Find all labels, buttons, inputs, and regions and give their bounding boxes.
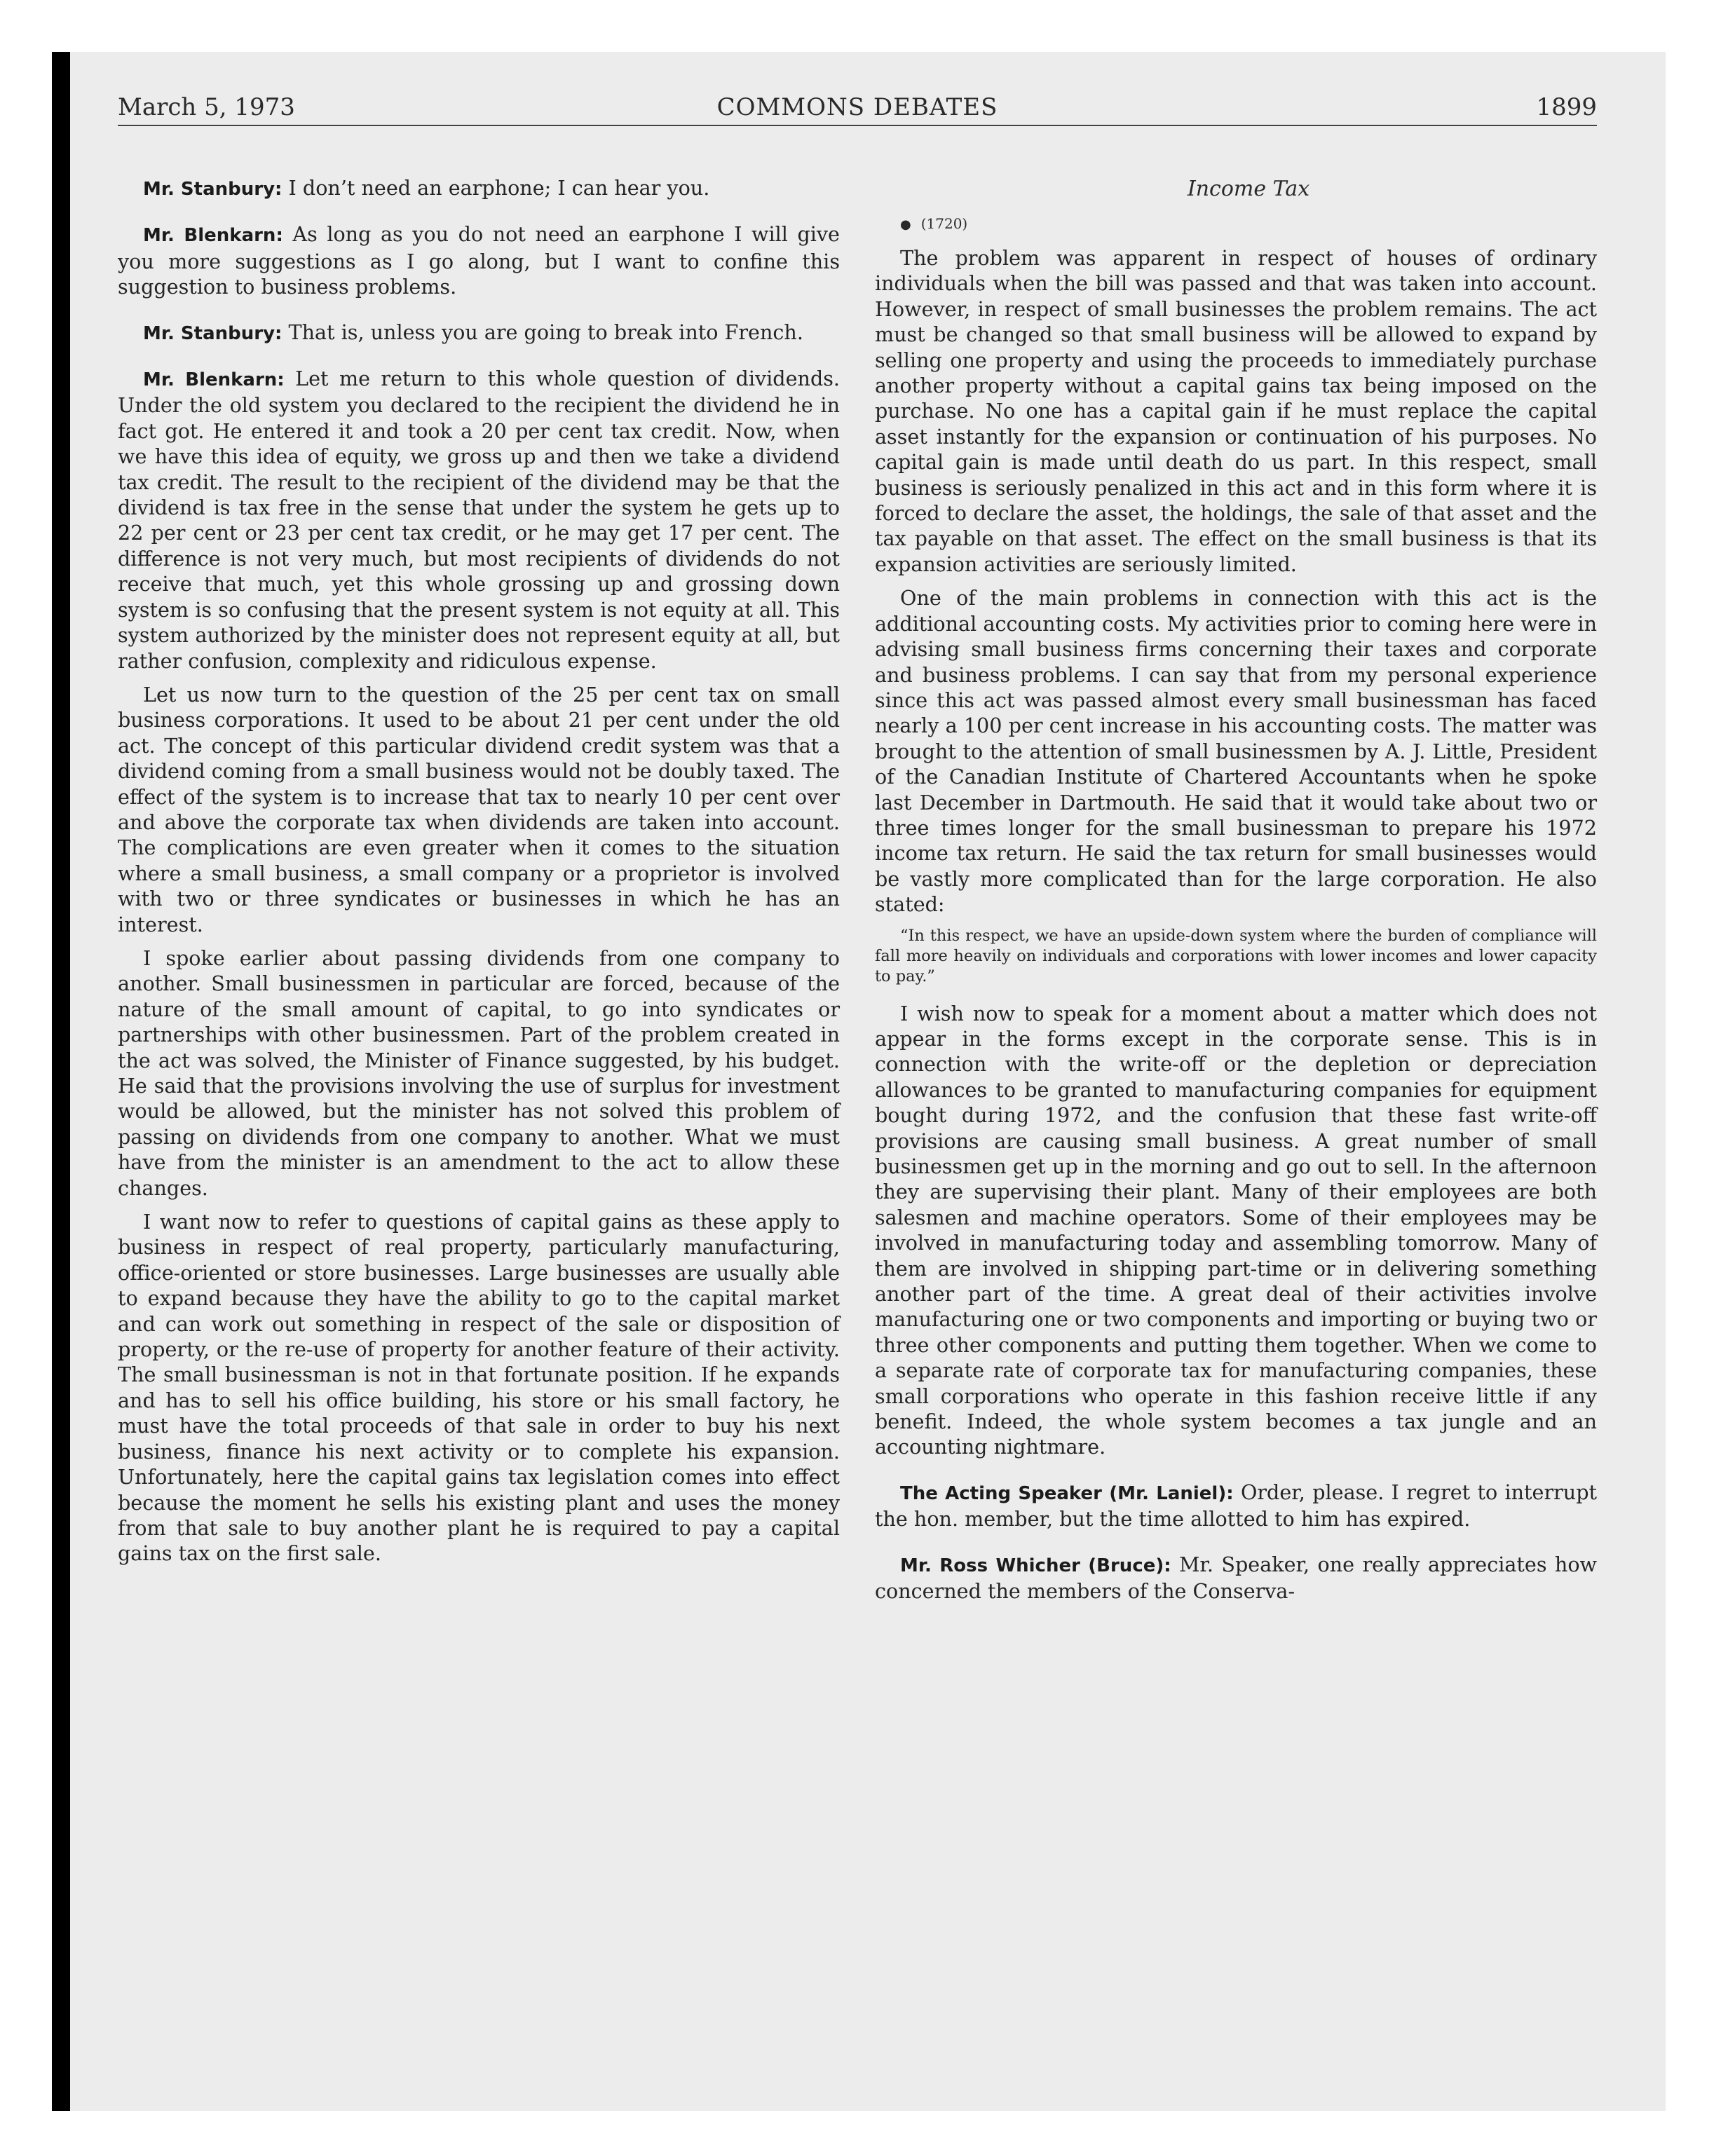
paragraph: [118, 1209, 840, 1567]
paragraph: [118, 175, 840, 202]
paragraph: [118, 221, 840, 299]
paragraph: [875, 585, 1597, 917]
bullet-icon: ●: [900, 217, 911, 232]
paragraph: [118, 320, 840, 346]
right-column: [875, 175, 1597, 1613]
paragraph-text: Let us now turn to the question of the 25 per cent tax on small business corporations. It used to be about 21 per cent under the old act. The concept of this particular dividend credit system was that a dividend coming from a small business would not be doubly taxed. The effect of the system is to increase that tax to nearly 10 per cent over and above the corporate tax when dividends are taken into account. The complications are even greater when it comes to the situation where a small business, a small company or a proprietor is involved with two or three syndicates or businesses in which he has an interest.: [118, 682, 840, 936]
left-column: [118, 175, 840, 1575]
paragraph-text: I wish now to speak for a moment about a matter which does not appear in the forms except in the corporate sense. This is in connection with the write-off or the depletion or depreciation allowances to be granted to manufacturing companies for equipment bought during 1972, and the confusion that these fast write-off provisions are causing small business. A great number of small businessmen get up in the morning and go out to sell. In the afternoon they are supervising their plant. Many of their employees are both salesmen and machine operators. Some of their employees may be involved in manufacturing today and assembling tomorrow. Many of them are involved in shipping part-time or in delivering something another part of the time. A great deal of their activities involve manufacturing one or two components and importing or buying two or three other components and putting them together. When we come to a separate rate of corporate tax for manufacturing companies, these small corporations who operate in this fashion receive little if any benefit. Indeed, the whole system becomes a tax jungle and an accounting nightmare.: [875, 1001, 1597, 1459]
paragraph-text: That is, unless you are going to break into French.: [288, 320, 803, 344]
paragraph: [875, 1552, 1597, 1604]
paragraph-text: I want now to refer to questions of capital gains as these apply to business in respect of real property, particularly manufacturing, office-oriented or store businesses. Large businesses are usually able to expand because they have the ability to go to the capital market and can work out something in respect of the sale or disposition of property, or the re-use of property for another feature of their activity. The small businessman is not in that fortunate position. If he expands and has to sell his office building, his store or his small factory, he must have the total proceeds of that sale in order to buy his next business, finance his next activity or to complete his expansion. Unfortunately, here the capital gains tax legislation comes into effect because the moment he sells his existing plant and uses the money from that sale to buy another plant he is required to pay a capital gains tax on the first sale.: [118, 1210, 840, 1566]
quote-text: “In this respect, we have an upside-down system where the burden of compliance will fall more heavily on individuals and corporations with lower incomes and lower capacity to pay.”: [875, 926, 1597, 985]
paragraph: [118, 682, 840, 937]
paragraph-text: As long as you do not need an earphone I will give you more suggestions as I go along, but I want to confine this suggestion to business problems.: [118, 222, 840, 299]
speaker-name: Mr. Stanbury:: [143, 179, 283, 200]
timestamp-text: (1720): [920, 215, 968, 232]
header-date: March 5, 1973: [118, 93, 295, 121]
paragraph: [118, 946, 840, 1201]
paragraph-text: I spoke earlier about passing dividends from one company to another. Small businessmen in particular are forced, because of the nature of the small amount of capital, to go into syndicates or partnerships with other businessmen. Part of the problem created in the act was solved, the Minister of Finance suggested, by his budget. He said that the provisions involving the use of surplus for investment would be allowed, but the minister has not solved this problem of passing on dividends from one company to another. What we must have from the minister is an amendment to the act to allow these changes.: [118, 946, 840, 1200]
speaker-name: Mr. Blenkarn:: [143, 225, 283, 247]
speaker-name: Mr. Blenkarn:: [143, 369, 285, 391]
paragraph: [875, 1001, 1597, 1460]
speaker-name: Mr. Ross Whicher (Bruce):: [900, 1555, 1171, 1576]
speaker-name: The Acting Speaker (Mr. Laniel):: [900, 1482, 1234, 1504]
header-page-number: 1899: [1536, 93, 1597, 121]
running-head: Income Tax: [1187, 177, 1310, 201]
paragraph-text: The problem was apparent in respect of houses of ordinary individuals when the bill was passed and that was taken into account. However, in respect of small businesses the problem remains. The act must be changed so that small business will be allowed to expand by selling one property and using the proceeds to immediately purchase another property without a capital gains tax being imposed on the purchase. No one has a capital gain if he must replace the capital asset instantly for the expansion or continuation of his purposes. No capital gain is made until death do us part. In this respect, small business is seriously penalized in this act and in this form where it is forced to declare the asset, the holdings, the sale of that asset and the tax payable on that asset. The effect on the small business is that its expansion activities are seriously limited.: [875, 246, 1597, 576]
header-title: COMMONS DEBATES: [716, 93, 998, 121]
paragraph-text: One of the main problems in connection with this act is the additional accounting costs. My activities prior to coming here were in advising small business firms concerning their taxes and corporate and business problems. I can say that from my personal experience since this act was passed almost every small businessman has faced nearly a 100 per cent increase in his accounting costs. The matter was brought to the attention of small businessmen by A. J. Little, President of the Canadian Institute of Chartered Accountants when he spoke last December in Dartmouth. He said that it would take about two or three times longer for the small businessman to prepare his 1972 income tax return. He said the tax return for small businesses would be vastly more complicated than for the large corporation. He also stated:: [875, 586, 1597, 917]
block-quote: [875, 926, 1597, 987]
scan-border-shadow: [52, 52, 70, 2111]
paragraph: [875, 1480, 1597, 1532]
paragraph: [118, 366, 840, 674]
paragraph: [875, 245, 1597, 577]
page-header: [118, 90, 1597, 126]
paragraph-text: Let me return to this whole question of dividends. Under the old system you declared to the recipient the dividend he in fact got. He entered it and took a 20 per cent tax credit. Now, when we have this idea of equity, we gross up and then we take a dividend tax credit. The result to the recipient of the dividend may be that the dividend is tax free in the sense that under the system he gets up to 22 per cent or 23 per cent tax credit, or he may get 17 per cent. The difference is not very much, but most recipients of dividends do not receive that much, yet this whole grossing up and grossing down system is so confusing that the present system is not equity at all. This system authorized by the minister does not represent equity at all, but rather confusion, complexity and ridiculous expense.: [118, 367, 841, 673]
timestamp: [875, 212, 1597, 237]
paragraph-text: Order, please. I regret to interrupt the hon. member, but the time allotted to him has expired.: [875, 1480, 1598, 1531]
speaker-name: Mr. Stanbury:: [143, 322, 283, 344]
paragraph-text: I don’t need an earphone; I can hear you.: [288, 176, 710, 200]
paragraph-text: Mr. Speaker, one really appreciates how concerned the members of the Conserva-: [875, 1552, 1598, 1604]
